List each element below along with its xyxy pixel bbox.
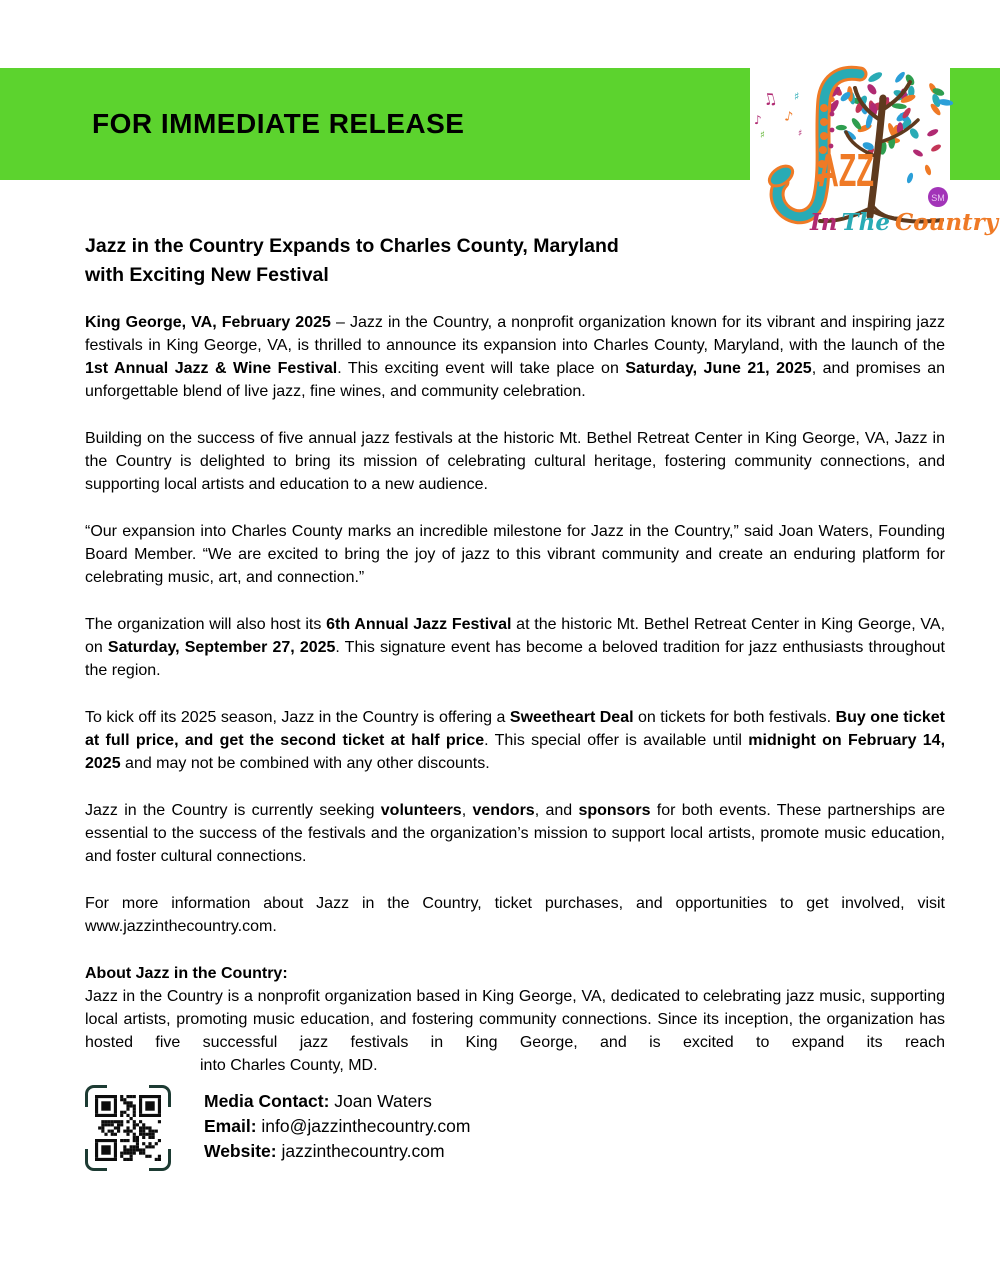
svg-text:♯: ♯ [798,129,803,139]
paragraph-more-info: For more information about Jazz in the Country, ticket purchases, and opportunities to get involved, visit www.jazzinthecountry.com. [85,895,945,935]
music-notes-icon [754,88,802,141]
logo-jazz-text: AZZ [818,144,874,196]
email-line: Email: info@jazzinthecountry.com [204,1116,471,1136]
website-line: Website: jazzinthecountry.com [204,1141,445,1161]
sm-badge [928,187,948,207]
logo-tagline-text: In The Country [810,209,999,236]
media-contact-line: Media Contact: Joan Waters [204,1091,432,1111]
svg-text:♪: ♪ [783,109,795,126]
about-heading: About Jazz in the Country: [85,965,288,982]
paragraph-background: Building on the success of five annual jazz festivals at the historic Mt. Bethel Retreat Center in King George, VA, Jazz in the Country is delighted to bring its mission of celebrating cultural heritage, fostering community connections, and supporting local artists and education to a new audience. [85,430,945,493]
svg-text:♪: ♪ [754,113,762,127]
svg-text:♯: ♯ [794,90,800,103]
svg-text:♫: ♫ [760,87,779,110]
paragraph-sixth-festival: The organization will also host its 6th Annual Jazz Festival at the historic Mt. Bethel Retreat Center in King George, VA, on Saturday, September 27, 2025. This signature event has become a beloved tradition for jazz enthusiasts throughout the region. [85,616,946,679]
banner-title: FOR IMMEDIATE RELEASE [92,108,465,139]
paragraph-dateline: King George, VA, February 2025 – Jazz in the Country, a nonprofit organization known for its vibrant and inspiring jazz festivals in King George, VA, is thrilled to announce its expansion into Charles County, Maryland, with the launch of the 1st Annual Jazz & Wine Festival. This exciting event will take place on Saturday, June 21, 2025, and promises an unforgettable blend of live jazz, fine wines, and community celebration. [85,314,945,400]
jazz-in-the-country-logo [750,58,999,254]
about-last-line: into Charles County, MD. [200,1057,378,1074]
media-contact-block [85,1085,945,1171]
about-body: Jazz in the Country is a nonprofit organization based in King George, VA, dedicated to celebrating jazz music, supporting local artists, promoting music education, and fostering community connections. Since its inception, the organization has hosted five successful jazz festivals in King George, and is excited to expand its reach [85,988,945,1051]
paragraph-sweetheart-deal: To kick off its 2025 season, Jazz in the Country is offering a Sweetheart Deal on tickets for both festivals. Buy one ticket at full price, and get the second ticket at half price. This special offer is available until midnight on February 14, 2025 and may not be combined with any other discounts. [85,709,946,772]
paragraph-volunteers: Jazz in the Country is currently seeking volunteers, vendors, and sponsors for both events. These partnerships are essential to the success of the festivals and the organization’s mission to support local artists, promote music education, and foster cultural connections. [85,802,946,865]
paragraph-quote: “Our expansion into Charles County marks an incredible milestone for Jazz in the Country,” said Joan Waters, Founding Board Member. “We are excited to bring the joy of jazz to this vibrant community and create an enduring platform for celebrating music, art, and connection.” [85,523,945,586]
press-release-body [85,232,945,1171]
qr-code-pattern [95,1095,161,1161]
svg-text:SM: SM [931,193,945,203]
logo-illustration [750,58,999,254]
contact-lines [204,1085,470,1164]
svg-text:♯: ♯ [760,130,765,141]
headline: Jazz in the Country Expands to Charles County, Maryland with Exciting New Festival [85,235,619,286]
qr-code [85,1085,171,1171]
